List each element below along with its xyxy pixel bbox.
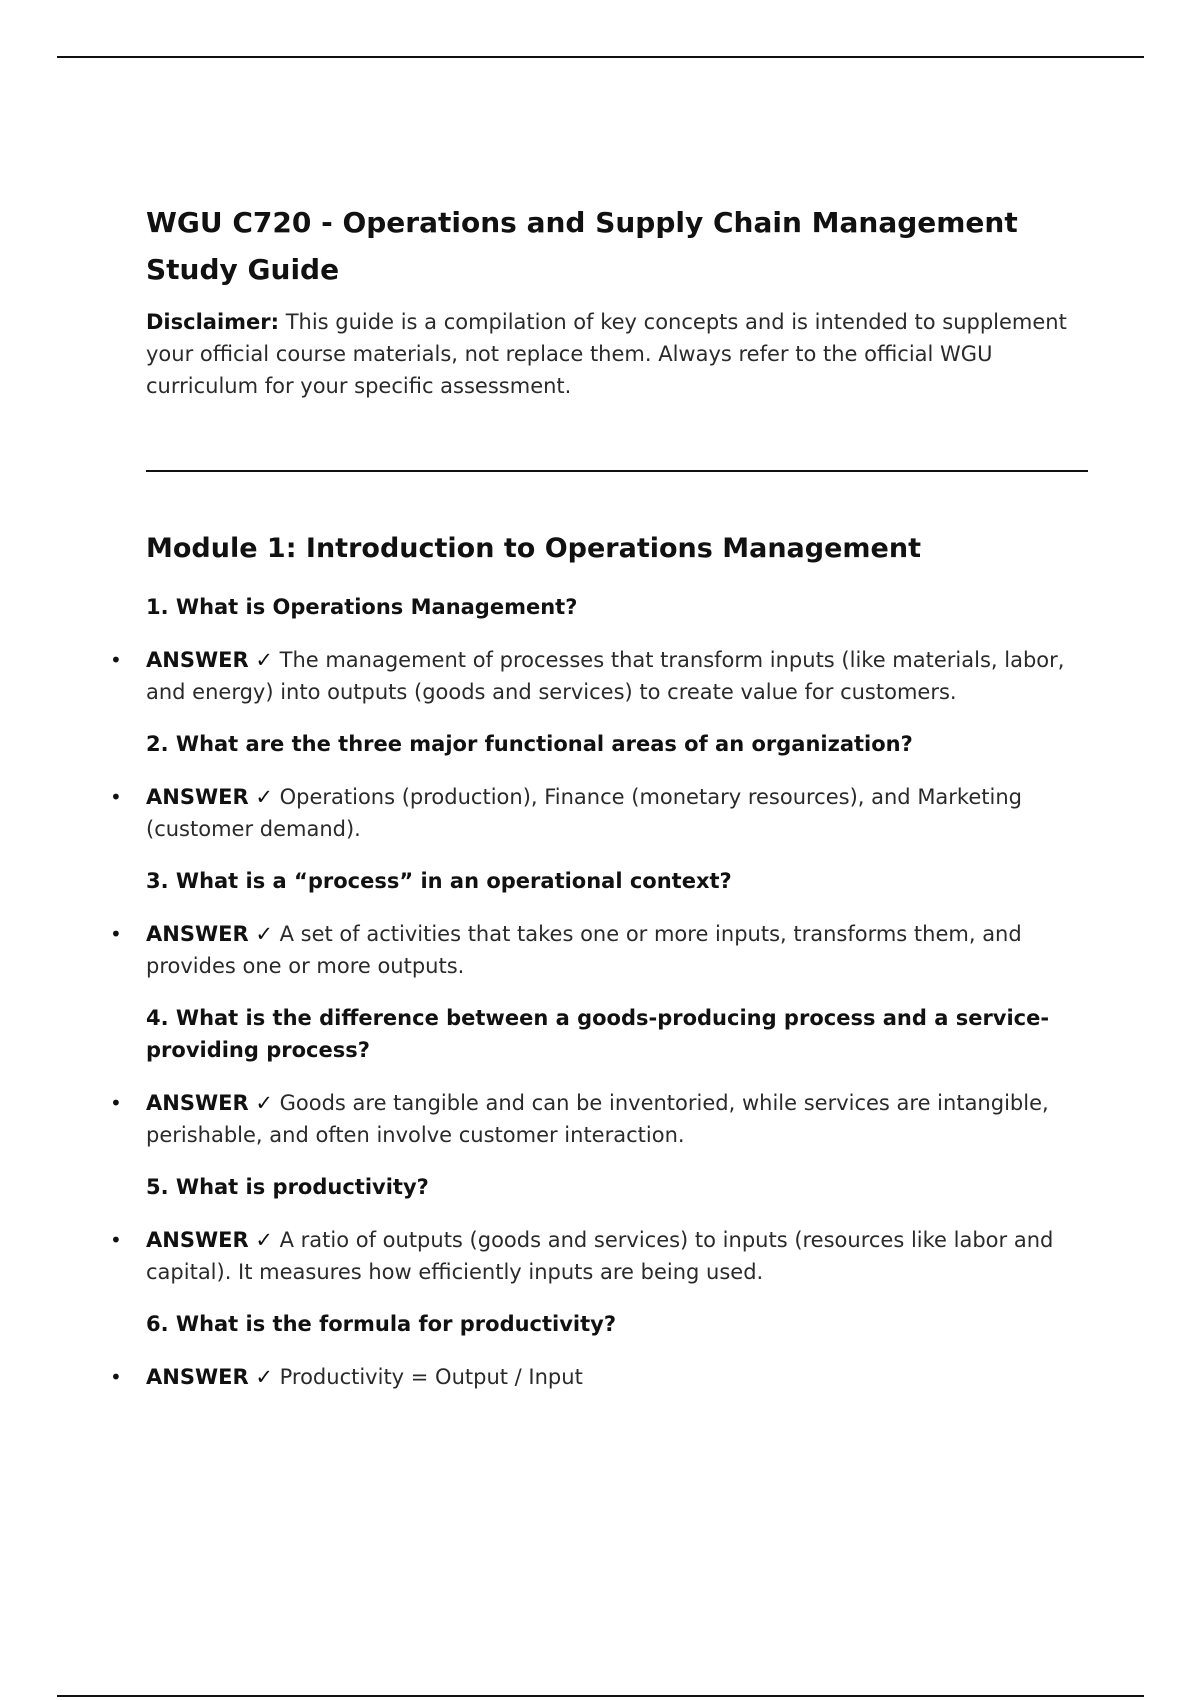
question-5: 5. What is productivity? bbox=[146, 1175, 429, 1200]
disclaimer-label: Disclaimer: bbox=[146, 310, 280, 334]
question-3: 3. What is a “process” in an operational context? bbox=[146, 869, 732, 894]
answer-2 bbox=[110, 781, 1096, 845]
bullet-icon: • bbox=[110, 1365, 122, 1390]
module-title: Module 1: Introduction to Operations Management bbox=[146, 533, 921, 564]
question-4: 4. What is the difference between a goods-producing process and a service-providing process? bbox=[146, 1006, 1050, 1063]
answer-text: The management of processes that transform inputs (like materials, labor, and energy) into outputs (goods and services) to create value for customers. bbox=[146, 648, 1065, 705]
answer-label: ANSWER bbox=[146, 1228, 249, 1253]
answer-text: Operations (production), Finance (monetary resources), and Marketing (customer demand). bbox=[146, 785, 1022, 842]
document-title: WGU C720 - Operations and Supply Chain Management Study Guide bbox=[146, 206, 1018, 286]
answer-label: ANSWER bbox=[146, 922, 249, 947]
check-icon: ✓ bbox=[255, 785, 273, 810]
answer-5 bbox=[110, 1224, 1096, 1288]
answer-text: A ratio of outputs (goods and services) to inputs (resources like labor and capital). It measures how efficiently inputs are being used. bbox=[146, 1228, 1054, 1285]
question-1: 1. What is Operations Management? bbox=[146, 595, 578, 620]
question-2: 2. What are the three major functional areas of an organization? bbox=[146, 732, 913, 757]
answer-4 bbox=[110, 1087, 1096, 1151]
check-icon: ✓ bbox=[255, 922, 273, 947]
disclaimer-text: This guide is a compilation of key concepts and is intended to supplement your official course materials, not replace them. Always refer to the official WGU curriculum for your specific assessment. bbox=[146, 310, 1067, 398]
bullet-icon: • bbox=[110, 922, 122, 947]
bullet-icon: • bbox=[110, 648, 122, 673]
answer-text: Goods are tangible and can be inventoried, while services are intangible, perishable, and often involve customer interaction. bbox=[146, 1091, 1049, 1148]
page-footer-rule bbox=[57, 1695, 1144, 1697]
answer-text: A set of activities that takes one or more inputs, transforms them, and provides one or more outputs. bbox=[146, 922, 1022, 979]
document-content bbox=[110, 199, 1096, 1393]
answer-1 bbox=[110, 644, 1096, 708]
check-icon: ✓ bbox=[255, 1228, 273, 1253]
check-icon: ✓ bbox=[255, 1091, 273, 1116]
answer-label: ANSWER bbox=[146, 648, 249, 673]
check-icon: ✓ bbox=[255, 648, 273, 673]
answer-text: Productivity = Output / Input bbox=[272, 1365, 583, 1390]
qa-list bbox=[110, 591, 1096, 1393]
question-6: 6. What is the formula for productivity? bbox=[146, 1312, 617, 1337]
answer-label: ANSWER bbox=[146, 1365, 249, 1390]
check-icon: ✓ bbox=[255, 1365, 273, 1390]
disclaimer bbox=[146, 306, 1096, 402]
bullet-icon: • bbox=[110, 1228, 122, 1253]
answer-3 bbox=[110, 918, 1096, 982]
answer-label: ANSWER bbox=[146, 785, 249, 810]
answer-6 bbox=[110, 1361, 1096, 1393]
answer-label: ANSWER bbox=[146, 1091, 249, 1116]
bullet-icon: • bbox=[110, 785, 122, 810]
section-divider bbox=[146, 470, 1088, 472]
page-header-rule bbox=[57, 56, 1144, 58]
bullet-icon: • bbox=[110, 1091, 122, 1116]
